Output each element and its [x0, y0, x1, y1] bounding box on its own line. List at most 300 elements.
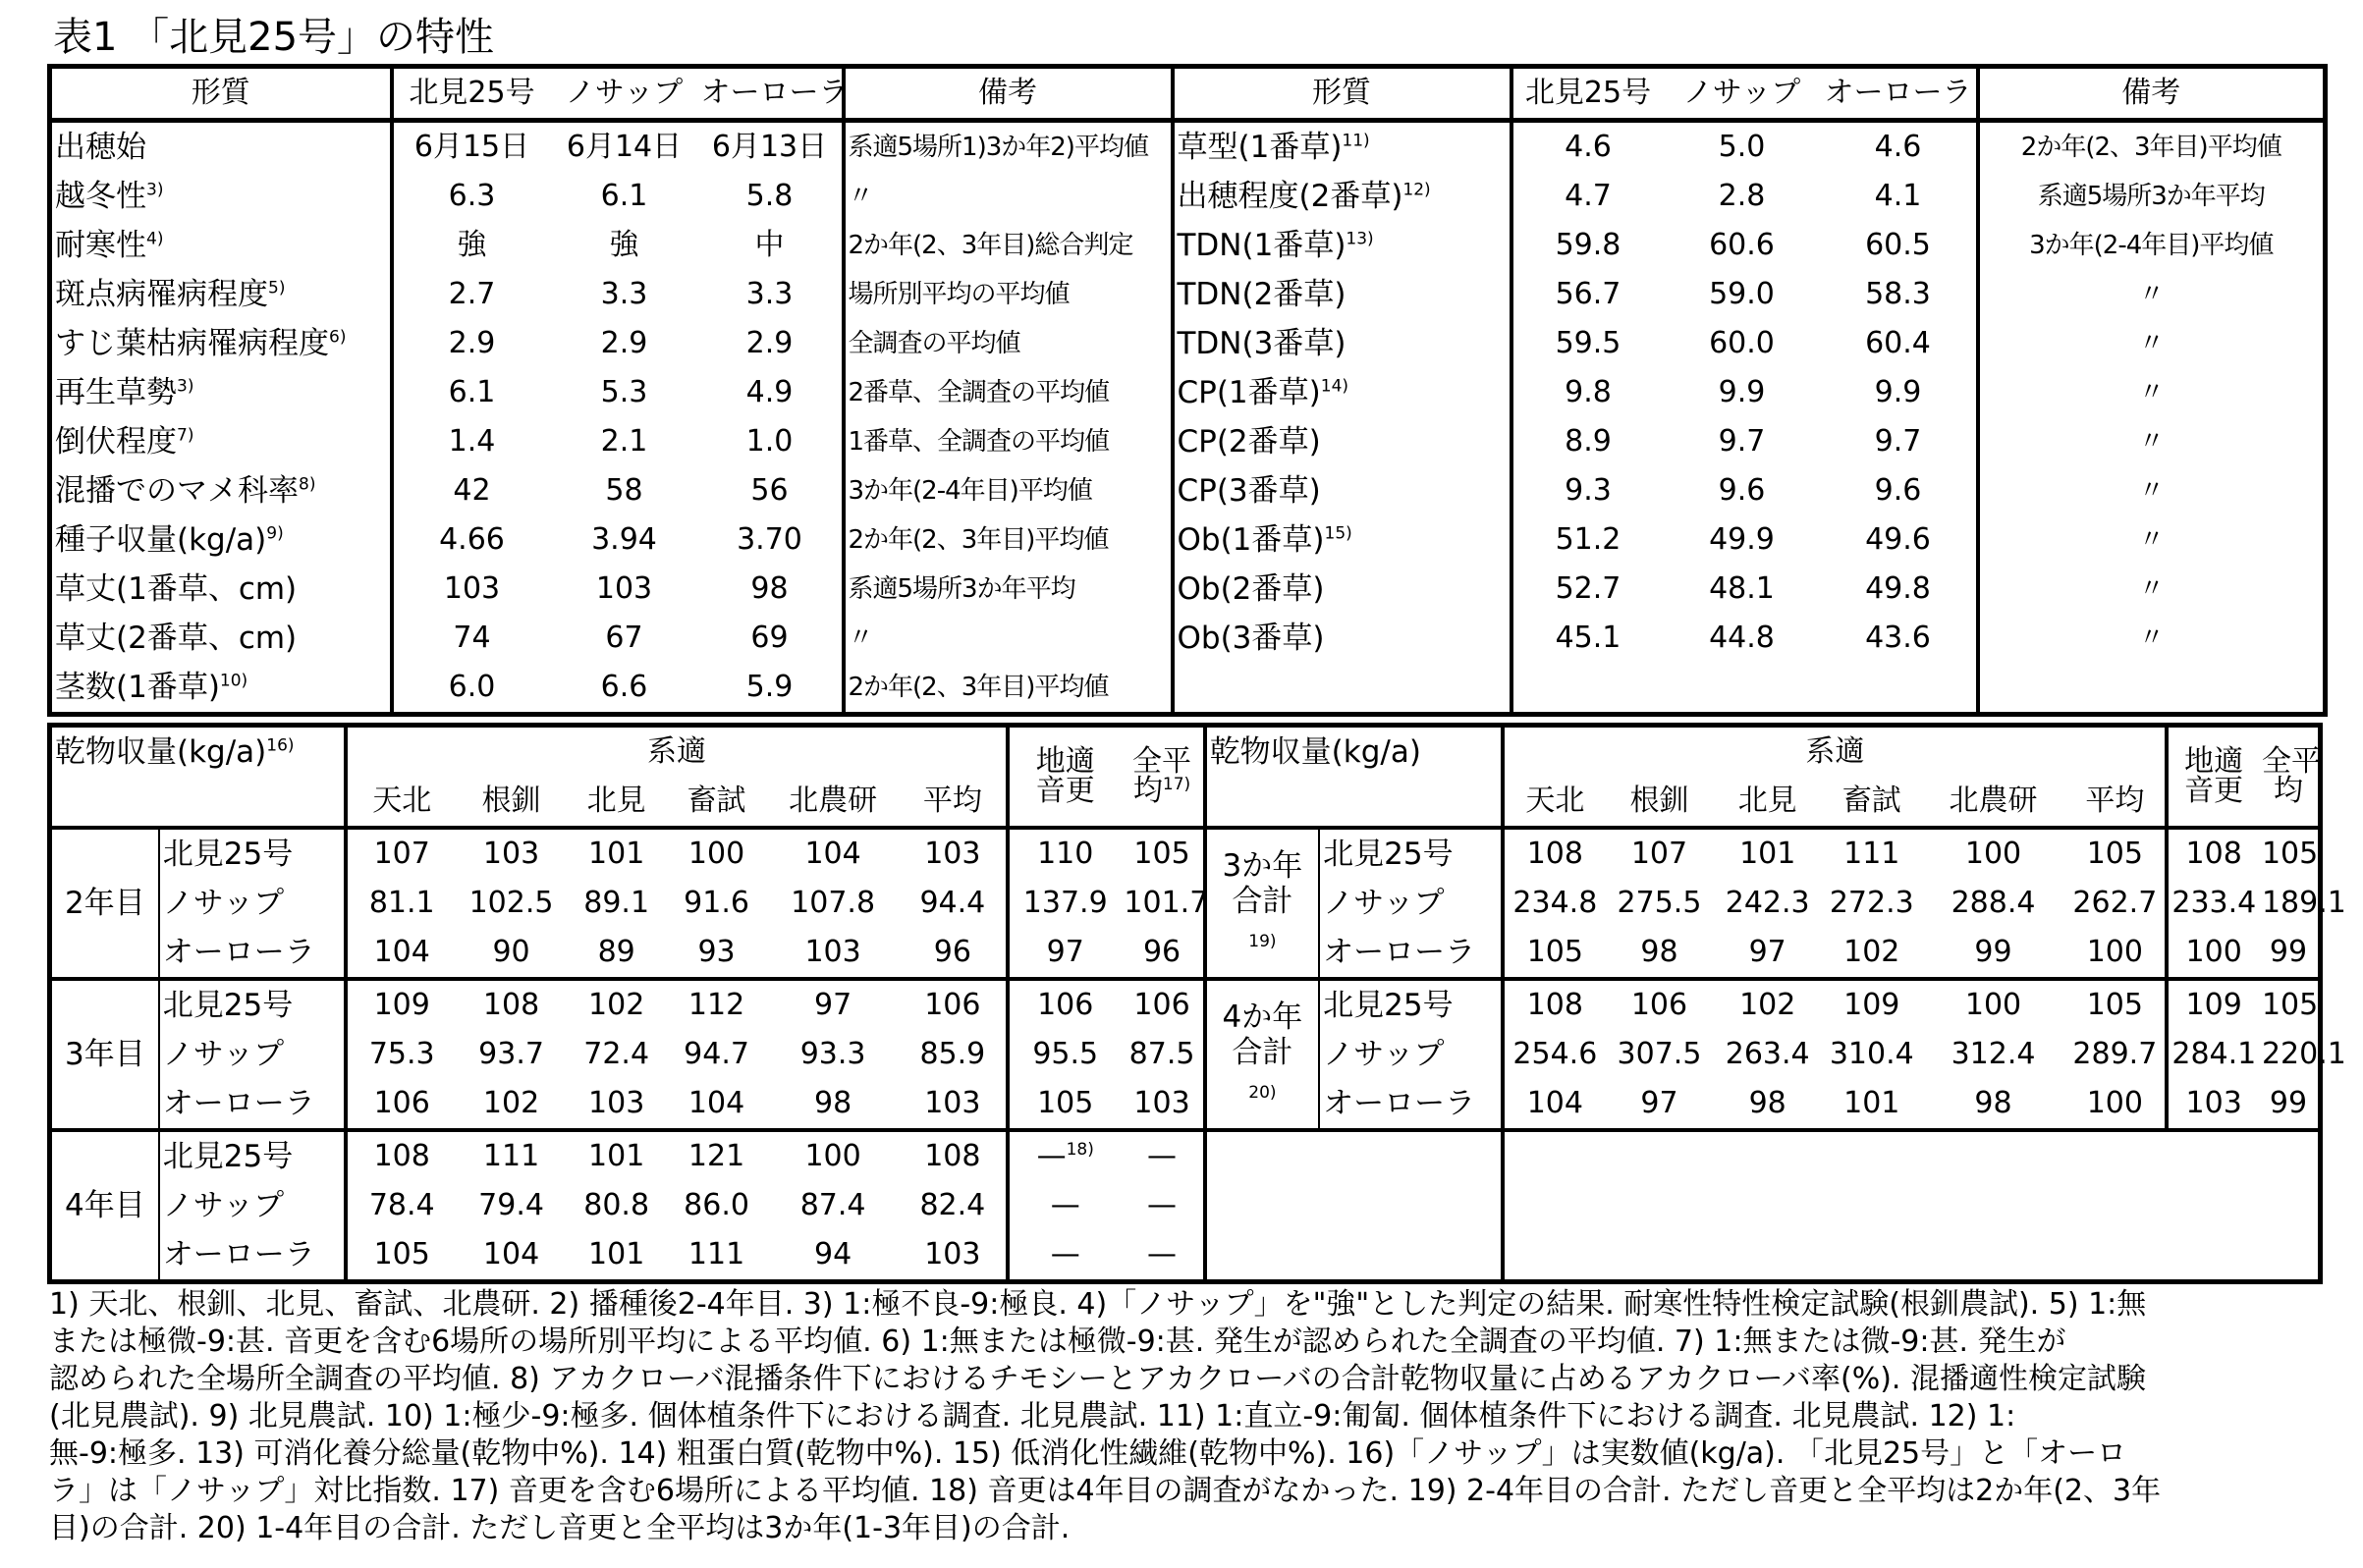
table-row — [50, 319, 2326, 368]
value-cell: 99 — [2269, 935, 2308, 969]
value-cell: 6月15日 — [392, 121, 551, 173]
value-cell: 103 — [392, 565, 551, 614]
value-cell: 52.7 — [1511, 565, 1664, 614]
value-cell: 100 — [2086, 935, 2143, 969]
total-label-line2: 合計 — [1232, 1034, 1293, 1070]
value-cell: 60.4 — [1865, 326, 1931, 360]
table-row — [50, 663, 2326, 715]
value-cell: 2.9 — [392, 319, 551, 368]
value-cell: 189.1 — [2261, 886, 2346, 920]
value-cell: 89 — [597, 935, 635, 969]
value-cell: 284.1 — [2167, 1030, 2259, 1079]
value-cell: 49.6 — [1865, 522, 1931, 557]
note-cell — [844, 121, 1173, 173]
footnote-mark: 14) — [1320, 376, 1349, 397]
zenpei-header — [2259, 726, 2321, 829]
variety-label: オーローラ — [1319, 1079, 1503, 1130]
site-header: 畜試 — [1841, 784, 1901, 818]
value-cell: 中 — [754, 228, 785, 262]
note-cell: 2か年(2、3年目)平均値 — [844, 663, 1173, 715]
value-cell: 121 — [667, 1130, 767, 1181]
value-cell: 60.5 — [1865, 228, 1931, 262]
footnote-line: ラ」は「ノサップ」対比指数. 17) 音更を含む6場所による平均値. 18) 音更は4年目の調査がなかった. 19) 2-4年目の合計. ただし音更と全平均は2か年(2、3年 — [49, 1474, 2162, 1508]
value-cell: 6.6 — [600, 670, 648, 704]
footnote-mark: 7) — [177, 425, 194, 446]
value-cell: 103 — [804, 935, 861, 969]
value-cell: 101 — [1714, 828, 1822, 879]
footnote-mark: 17) — [1162, 775, 1191, 794]
site-header: 平均 — [922, 784, 982, 818]
value-cell: 4.7 — [1511, 172, 1664, 221]
footnote-mark: 15) — [1324, 523, 1352, 544]
table-row — [50, 565, 2326, 614]
trait-name: CP(3番草) — [1177, 473, 1321, 509]
table-row — [50, 879, 2321, 928]
header-cell: 北見25号 — [1511, 67, 1664, 121]
value-cell: 5.9 — [745, 670, 794, 704]
value-cell: 強 — [609, 228, 639, 262]
note-cell: 2番草、全調査の平均値 — [844, 368, 1173, 417]
trait-name-cell — [1173, 221, 1511, 270]
value-cell: 43.6 — [1865, 621, 1931, 655]
total-label — [1205, 979, 1319, 1130]
table-row — [50, 614, 2326, 663]
value-cell: 49.9 — [1709, 522, 1775, 557]
value-cell: 103 — [1133, 1086, 1190, 1120]
note-cell: 〃 — [1978, 368, 2326, 417]
value-cell: 9.3 — [1511, 466, 1664, 515]
value-cell: 105 — [2064, 828, 2167, 879]
empty-cell — [1205, 777, 1504, 828]
total-label-line2: 合計 — [1232, 883, 1293, 919]
trait-name-cell — [50, 663, 392, 715]
value-cell: 104 — [687, 1086, 745, 1120]
value-cell: 85.9 — [919, 1037, 986, 1071]
value-cell: 109 — [1822, 979, 1922, 1030]
value-text: — — [1036, 1139, 1067, 1173]
variety-label: ノサップ — [1319, 1030, 1503, 1079]
note-cell: 1番草、全調査の平均値 — [844, 417, 1173, 466]
value-cell: 106 — [1121, 979, 1204, 1030]
value-cell: 105 — [1503, 928, 1605, 979]
chiteki-line2: 音更 — [1035, 774, 1095, 808]
footnote-mark: 5) — [268, 278, 286, 298]
trait-name: 草丈(1番草、cm) — [55, 571, 298, 607]
value-cell: 59.8 — [1511, 221, 1664, 270]
value-cell: 96 — [1142, 935, 1182, 969]
site-header: 北見 — [586, 784, 646, 818]
value-cell: 4.6 — [1874, 130, 1922, 164]
footnote-line: 1) 天北、根釧、北見、畜試、北農研. 2) 播種後2-4年目. 3) 1:極不良-9:極良. 4)「ノサップ」を"強"とした判定の結果. 耐寒性特性検定試験(根釧農試). 5) 1:無 — [49, 1287, 2147, 1322]
value-cell: 6.3 — [392, 172, 551, 221]
trait-name-cell — [1173, 121, 1511, 173]
value-cell: 109 — [346, 979, 456, 1030]
value-cell: 110 — [1008, 828, 1121, 879]
value-cell: 2.9 — [600, 326, 648, 360]
trait-name: 草型(1番草) — [1177, 130, 1343, 165]
zenpei-line2: 均 — [2273, 774, 2303, 808]
variety-label: 北見25号 — [159, 979, 346, 1030]
value-cell: 220.1 — [2261, 1037, 2346, 1071]
value-cell: 2.9 — [745, 326, 794, 360]
trait-name-cell — [1173, 614, 1511, 663]
trait-name-cell — [50, 466, 392, 515]
value-cell: 104 — [767, 828, 900, 879]
trait-name-cell — [50, 565, 392, 614]
value-cell: 9.9 — [1718, 375, 1766, 409]
value-cell: 99 — [1974, 935, 2012, 969]
value-cell: — — [1147, 1188, 1178, 1222]
value-cell: 103 — [595, 571, 653, 606]
value-cell: 98 — [750, 571, 789, 606]
value-cell: 3.3 — [745, 277, 794, 311]
variety-label: 北見25号 — [1319, 828, 1503, 879]
chiteki-header — [2167, 726, 2259, 829]
note-cell: 〃 — [844, 172, 1173, 221]
traits-table — [47, 64, 2328, 717]
value-cell: 103 — [2167, 1079, 2259, 1130]
value-cell: 80.8 — [583, 1188, 650, 1222]
value-cell: 90 — [492, 935, 530, 969]
trait-name-cell — [50, 172, 392, 221]
yield-label: 乾物収量(kg/a) — [1205, 726, 1504, 778]
value-cell: 103 — [456, 828, 566, 879]
value-cell: 312.4 — [1951, 1037, 2036, 1071]
value-cell: 93 — [697, 935, 736, 969]
note-cell: 〃 — [844, 614, 1173, 663]
value-cell: 69 — [750, 621, 789, 655]
value-cell: 5.0 — [1718, 130, 1766, 164]
value-cell: 9.8 — [1511, 368, 1664, 417]
value-cell: 6月13日 — [711, 130, 828, 164]
variety-label: オーローラ — [159, 928, 346, 979]
note-text: 系適5場所1)3か年2)平均値 — [848, 133, 1148, 162]
empty-cell — [1205, 1130, 1504, 1282]
value-cell: 87.5 — [1128, 1037, 1195, 1071]
chiteki-line1: 地適 — [2184, 744, 2244, 779]
value-cell: 108 — [456, 979, 566, 1030]
trait-name: TDN(2番草) — [1177, 277, 1346, 312]
value-cell: 2.7 — [392, 270, 551, 319]
value-cell: 102 — [482, 1086, 540, 1120]
value-cell: 107.8 — [791, 886, 876, 920]
value-cell: — — [1008, 1230, 1121, 1282]
table-row — [50, 1130, 2321, 1181]
value-cell: 6月14日 — [566, 130, 683, 164]
keitek-header: 系適 — [1503, 726, 2167, 778]
value-cell: 98 — [1640, 935, 1678, 969]
header-cell: ノサップ — [1664, 67, 1821, 121]
value-cell: 95.5 — [1008, 1030, 1121, 1079]
trait-name-cell — [1173, 515, 1511, 565]
table-row — [50, 979, 2321, 1030]
value-cell: 9.9 — [1874, 375, 1922, 409]
value-cell: 242.3 — [1725, 886, 1810, 920]
site-header: 天北 — [1503, 777, 1605, 828]
table-row — [50, 1079, 2321, 1130]
note-cell: 〃 — [1978, 565, 2326, 614]
value-cell: 82.4 — [919, 1188, 986, 1222]
value-cell: 105 — [1008, 1079, 1121, 1130]
value-cell: 263.4 — [1725, 1037, 1810, 1071]
value-cell: 100 — [2086, 1086, 2143, 1120]
footnote-mark: 9) — [266, 523, 284, 544]
header-cell: 備考 — [844, 67, 1173, 121]
value-cell: 105 — [1121, 828, 1204, 879]
value-cell: 48.1 — [1709, 571, 1775, 606]
value-cell: 102 — [567, 979, 667, 1030]
value-cell: 3.70 — [737, 522, 802, 557]
value-cell: 9.6 — [1874, 473, 1922, 508]
note-cell: 3か年(2-4年目)平均値 — [844, 466, 1173, 515]
value-cell: 93.7 — [478, 1037, 544, 1071]
footnote-mark: 11) — [1342, 131, 1370, 151]
keitek-header: 系適 — [346, 726, 1008, 778]
note-cell: 2か年(2、3年目)平均値 — [844, 515, 1173, 565]
value-cell: 108 — [346, 1130, 456, 1181]
value-cell: 9.7 — [1718, 424, 1766, 459]
value-cell: 97 — [767, 979, 900, 1030]
value-cell: 81.1 — [346, 879, 456, 928]
value-cell: 103 — [588, 1086, 645, 1120]
value-cell: 137.9 — [1008, 879, 1121, 928]
value-cell: 5.8 — [745, 179, 794, 213]
site-header: 北農研 — [1949, 784, 2038, 818]
table-row — [50, 270, 2326, 319]
trait-name-cell — [50, 121, 392, 173]
trait-name: 出穂程度(2番草) — [1177, 179, 1403, 214]
note-cell: 〃 — [1978, 270, 2326, 319]
note-cell: 〃 — [1978, 417, 2326, 466]
value-cell: 108 — [1503, 979, 1605, 1030]
value-cell: 106 — [1605, 979, 1713, 1030]
trait-name: TDN(1番草) — [1177, 228, 1346, 263]
site-header: 畜試 — [687, 784, 746, 818]
value-cell — [1821, 663, 1978, 715]
value-cell: 72.4 — [583, 1037, 650, 1071]
total-label — [1205, 828, 1319, 979]
value-cell: 86.0 — [684, 1188, 749, 1222]
footnote-mark: 8) — [299, 474, 316, 495]
value-cell: 100 — [767, 1130, 900, 1181]
value-cell: 102 — [1714, 979, 1822, 1030]
trait-name: 混播でのマメ科率 — [55, 473, 299, 509]
value-cell: 272.3 — [1829, 886, 1914, 920]
variety-label: ノサップ — [1319, 879, 1503, 928]
value-cell: 59.0 — [1709, 277, 1775, 311]
chiteki-line2: 音更 — [2184, 774, 2244, 808]
variety-label: 北見25号 — [159, 828, 346, 879]
value-cell: 2.8 — [1718, 179, 1766, 213]
value-cell: 5.3 — [600, 375, 648, 409]
value-cell: 275.5 — [1617, 886, 1702, 920]
note-cell: 〃 — [1978, 466, 2326, 515]
value-cell: 101.7 — [1124, 886, 1209, 920]
value-cell: 105 — [2259, 979, 2321, 1030]
year-label: 3年目 — [50, 979, 159, 1130]
value-cell: 104 — [482, 1237, 540, 1271]
trait-name-cell — [1173, 270, 1511, 319]
table-row — [50, 121, 2326, 173]
footnote-mark: 3) — [177, 376, 194, 397]
footnote-mark: 3) — [146, 180, 164, 200]
value-cell — [1008, 1130, 1121, 1181]
table-row — [50, 928, 2321, 979]
value-cell: 45.1 — [1511, 614, 1664, 663]
value-cell: 4.6 — [1511, 121, 1664, 173]
value-cell: 4.9 — [745, 375, 794, 409]
value-cell: 99 — [2269, 1086, 2308, 1120]
trait-name: 再生草勢 — [55, 375, 177, 410]
trait-name: 越冬性 — [55, 179, 146, 214]
value-cell: 101 — [1843, 1086, 1900, 1120]
footnote-line: 認められた全場所全調査の平均値. 8) アカクローバ混播条件下におけるチモシーとアカクローバの合計乾物収量に占めるアカクローバ率(%). 混播適性検定試験 — [49, 1362, 2146, 1396]
zenpei-line2: 均 — [1132, 774, 1163, 808]
variety-label: オーローラ — [159, 1230, 346, 1282]
value-cell: 103 — [924, 1086, 981, 1120]
value-cell: 8.9 — [1511, 417, 1664, 466]
value-cell: 87.4 — [799, 1188, 866, 1222]
value-cell: 98 — [1974, 1086, 2012, 1120]
year-label: 4年目 — [50, 1130, 159, 1282]
variety-label: オーローラ — [1319, 928, 1503, 979]
value-cell: 100 — [2167, 928, 2259, 979]
chiteki-line1: 地適 — [1035, 744, 1095, 779]
value-cell: 101 — [567, 828, 667, 879]
trait-name-cell — [50, 614, 392, 663]
variety-label: ノサップ — [159, 1181, 346, 1230]
value-cell: 60.0 — [1709, 326, 1775, 360]
trait-name-cell — [50, 270, 392, 319]
value-cell: 6.1 — [600, 179, 648, 213]
value-cell: 101 — [567, 1130, 667, 1181]
value-cell: 9.7 — [1874, 424, 1922, 459]
note-cell: 3か年(2-4年目)平均値 — [1978, 221, 2326, 270]
note-cell — [1978, 663, 2326, 715]
value-cell: 94.4 — [919, 886, 986, 920]
value-cell: 97 — [1640, 1086, 1678, 1120]
trait-name-cell — [50, 417, 392, 466]
footnote-mark: 18) — [1066, 1140, 1094, 1160]
variety-label: ノサップ — [159, 879, 346, 928]
footnote-line: または極微-9:甚. 音更を含む6場所の場所別平均による平均値. 6) 1:無または極微-9:甚. 発生が認められた全調査の平均値. 7) 1:無または微-9:甚. 発生が — [49, 1325, 2066, 1359]
table-row — [50, 368, 2326, 417]
zenpei-line1: 全平 — [1132, 744, 1192, 779]
footnote-mark: 13) — [1346, 229, 1374, 249]
value-cell: 289.7 — [2072, 1037, 2158, 1071]
value-cell: 9.6 — [1718, 473, 1766, 508]
value-cell: 105 — [2064, 979, 2167, 1030]
value-cell: 89.1 — [583, 886, 650, 920]
footnote-mark: 10) — [219, 671, 248, 691]
value-cell: 100 — [1922, 979, 2065, 1030]
site-header: 平均 — [2085, 784, 2145, 818]
value-cell: 98 — [1748, 1086, 1786, 1120]
trait-name-cell — [1173, 466, 1511, 515]
value-cell: 262.7 — [2072, 886, 2158, 920]
variety-label: 北見25号 — [1319, 979, 1503, 1030]
variety-label: 北見25号 — [159, 1130, 346, 1181]
value-cell: 4.1 — [1874, 179, 1922, 213]
value-cell: 111 — [456, 1130, 566, 1181]
variety-label: オーローラ — [159, 1079, 346, 1130]
trait-name: TDN(3番草) — [1177, 326, 1346, 361]
trait-name-cell — [50, 221, 392, 270]
note-cell: 系適5場所3か年平均 — [844, 565, 1173, 614]
value-cell: 103 — [900, 828, 1008, 879]
trait-name: 出穂始 — [55, 130, 146, 165]
value-cell: 94 — [814, 1237, 852, 1271]
value-cell — [1511, 663, 1664, 715]
table-row — [50, 1030, 2321, 1079]
trait-name-cell — [50, 319, 392, 368]
value-cell: 112 — [667, 979, 767, 1030]
empty-cell — [1503, 1130, 2320, 1282]
trait-name: CP(2番草) — [1177, 424, 1321, 460]
value-cell: 307.5 — [1617, 1037, 1702, 1071]
value-cell: 59.5 — [1511, 319, 1664, 368]
value-cell: 108 — [1503, 828, 1605, 879]
trait-name: 草丈(2番草、cm) — [55, 621, 298, 656]
site-header: 北見 — [1737, 784, 1797, 818]
value-cell: 51.2 — [1511, 515, 1664, 565]
header-cell: 形質 — [50, 67, 392, 121]
site-header: 根釧 — [1629, 784, 1689, 818]
yield-label — [50, 726, 347, 778]
value-cell: 104 — [346, 928, 456, 979]
value-cell: 102.5 — [468, 886, 554, 920]
note-cell: 場所別平均の平均値 — [844, 270, 1173, 319]
variety-label: ノサップ — [159, 1030, 346, 1079]
total-label-line1: 4か年 — [1222, 999, 1303, 1035]
value-cell: 60.6 — [1709, 228, 1775, 262]
value-cell: 108 — [2167, 828, 2259, 879]
table-row — [50, 828, 2321, 879]
value-cell: 106 — [346, 1079, 456, 1130]
empty-cell — [50, 777, 347, 828]
header-cell: 形質 — [1173, 67, 1511, 121]
year-label: 2年目 — [50, 828, 159, 979]
trait-name-cell — [50, 368, 392, 417]
value-cell: 100 — [1922, 828, 2065, 879]
value-cell: 4.66 — [392, 515, 551, 565]
value-cell: 96 — [933, 935, 971, 969]
value-cell: 56.7 — [1511, 270, 1664, 319]
value-cell: 109 — [2167, 979, 2259, 1030]
value-cell: 強 — [392, 221, 551, 270]
trait-name-cell — [1173, 319, 1511, 368]
note-cell: 〃 — [1978, 515, 2326, 565]
zenpei-header — [1121, 726, 1204, 829]
value-cell: 97 — [1008, 928, 1121, 979]
value-cell: 1.0 — [745, 424, 794, 459]
value-cell: 74 — [392, 614, 551, 663]
zenpei-line1: 全平 — [2261, 744, 2321, 779]
footnote-mark: 16) — [266, 735, 295, 756]
site-header: 根釧 — [481, 784, 541, 818]
value-cell: 93.3 — [799, 1037, 866, 1071]
value-cell: 78.4 — [346, 1181, 456, 1230]
value-cell: 288.4 — [1951, 886, 2036, 920]
value-cell: 58.3 — [1865, 277, 1931, 311]
trait-name: すじ葉枯病罹病程度 — [55, 326, 329, 361]
note-cell: 〃 — [1978, 614, 2326, 663]
trait-name-cell — [1173, 565, 1511, 614]
value-cell: 1.4 — [392, 417, 551, 466]
dry-matter-yield-table — [47, 723, 2346, 1284]
trait-name: 種子収量(kg/a) — [55, 522, 267, 558]
note-cell: 系適5場所3か年平均 — [1978, 172, 2326, 221]
